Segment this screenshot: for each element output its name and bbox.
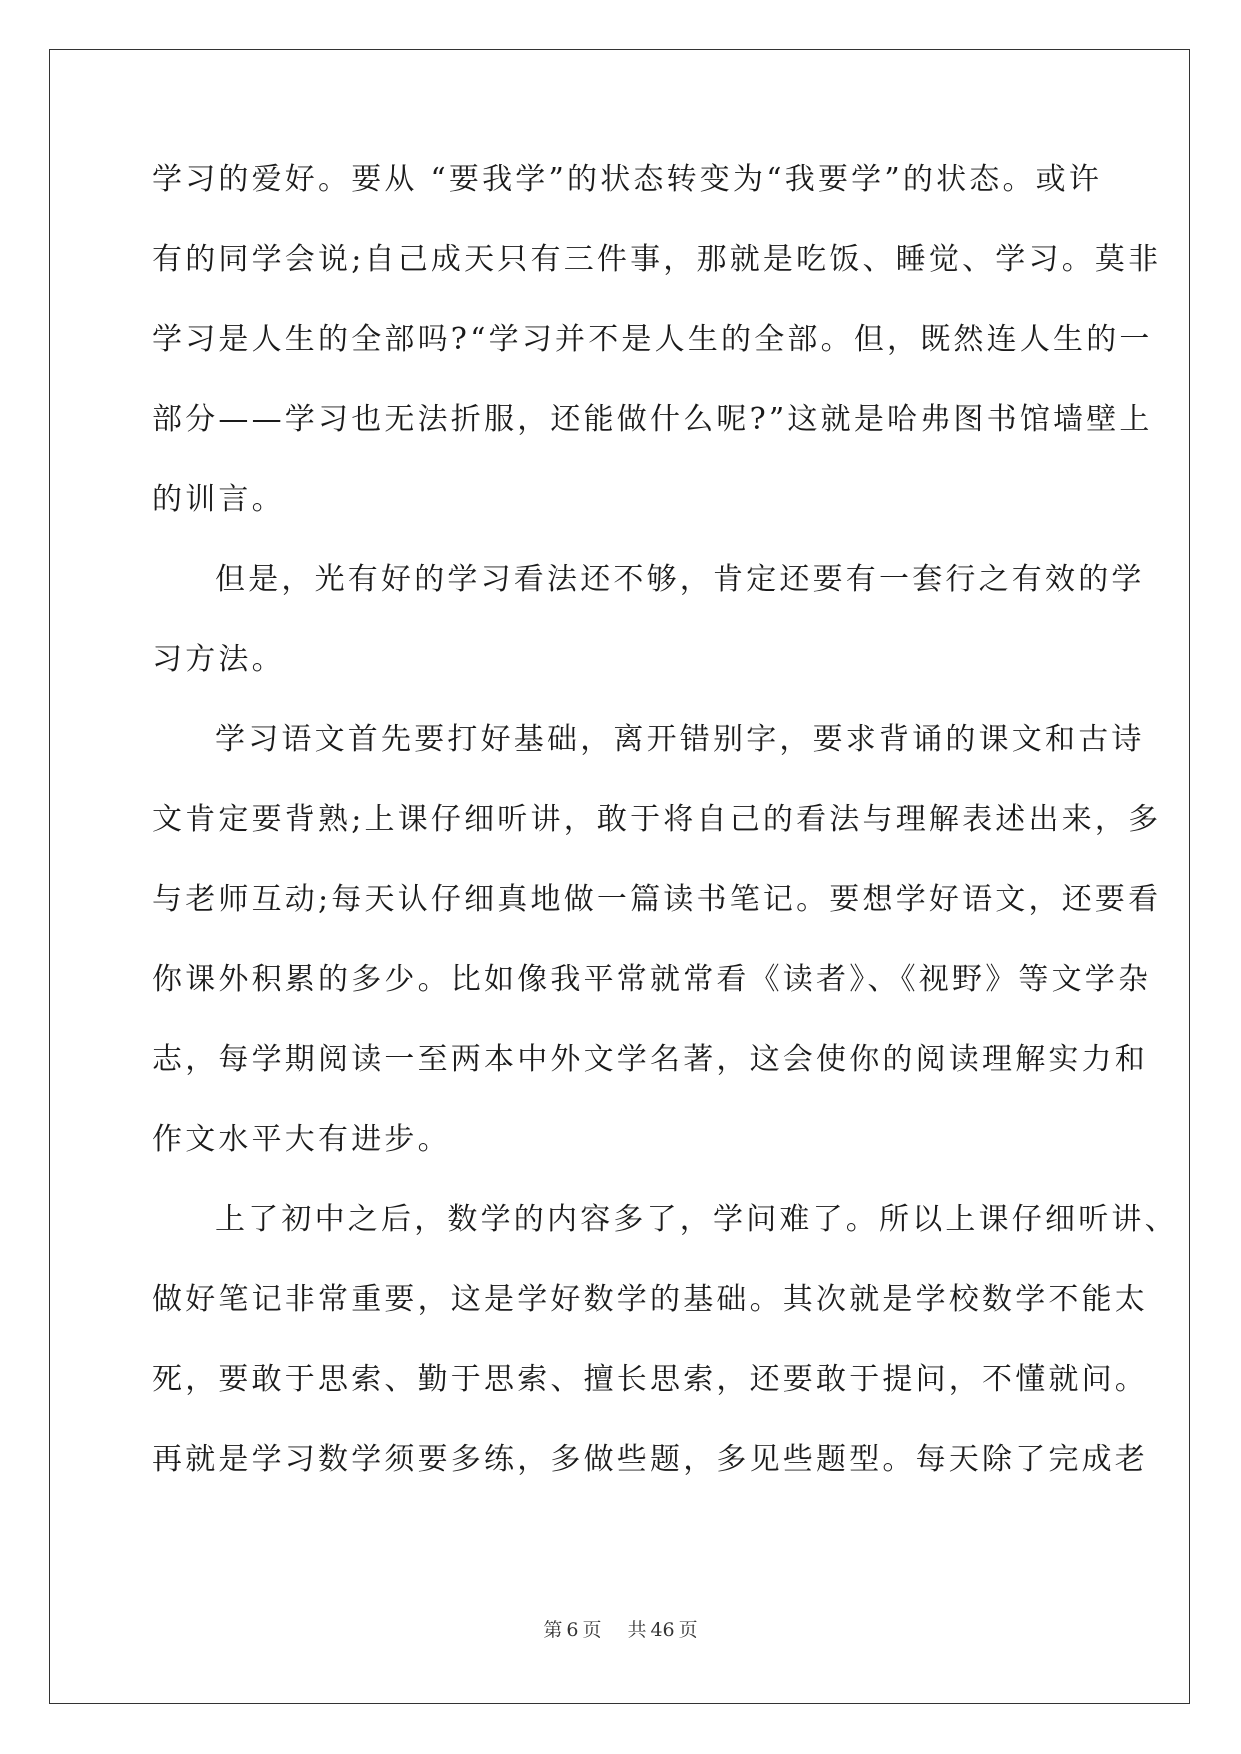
text-line: 再就是学习数学须要多练，多做些题，多见些题型。每天除了完成老 xyxy=(152,1442,1148,1477)
total-suffix: 页 xyxy=(678,1619,698,1641)
paragraph-start-line: 学习语文首先要打好基础，离开错别字，要求背诵的课文和古诗 xyxy=(215,722,1145,757)
page-footer xyxy=(0,1615,1241,1642)
text-line: 学习的爱好。要从 “要我学”的状态转变为“我要学”的状态。或许 xyxy=(152,162,1103,197)
text-line: 作文水平大有进步。 xyxy=(152,1122,451,1157)
paragraph-start-line: 上了初中之后，数学的内容多了，学问难了。所以上课仔细听讲、 xyxy=(215,1202,1178,1237)
text-line: 有的同学会说;自己成天只有三件事，那就是吃饭、睡觉、学习。莫非 xyxy=(152,242,1162,277)
text-line: 部分——学习也无法折服，还能做什么呢?”这就是哈弗图书馆墙壁上 xyxy=(152,402,1153,437)
text-line: 与老师互动;每天认仔细真地做一篇读书笔记。要想学好语文，还要看 xyxy=(152,882,1162,917)
total-pages: 46 xyxy=(650,1619,675,1641)
text-line: 做好笔记非常重要，这是学好数学的基础。其次就是学校数学不能太 xyxy=(152,1282,1148,1317)
document-body xyxy=(152,158,1178,1518)
text-line: 志，每学期阅读一至两本中外文学名著，这会使你的阅读理解实力和 xyxy=(152,1042,1148,1077)
text-line: 习方法。 xyxy=(152,642,285,677)
page-prefix: 第 xyxy=(543,1619,563,1641)
total-prefix: 共 xyxy=(627,1619,647,1641)
text-line: 学习是人生的全部吗?“学习并不是人生的全部。但，既然连人生的一 xyxy=(152,322,1153,357)
text-line: 文肯定要背熟;上课仔细听讲，敢于将自己的看法与理解表述出来，多 xyxy=(152,802,1162,837)
page-suffix: 页 xyxy=(582,1619,602,1641)
page-number: 6 xyxy=(566,1619,579,1641)
text-line: 你课外积累的多少。比如像我平常就常看《读者》、《视野》等文学杂 xyxy=(152,962,1152,997)
text-line: 的训言。 xyxy=(152,482,285,517)
paragraph-start-line: 但是，光有好的学习看法还不够，肯定还要有一套行之有效的学 xyxy=(215,562,1145,597)
text-line: 死，要敢于思索、勤于思索、擅长思索，还要敢于提问，不懂就问。 xyxy=(152,1362,1148,1397)
